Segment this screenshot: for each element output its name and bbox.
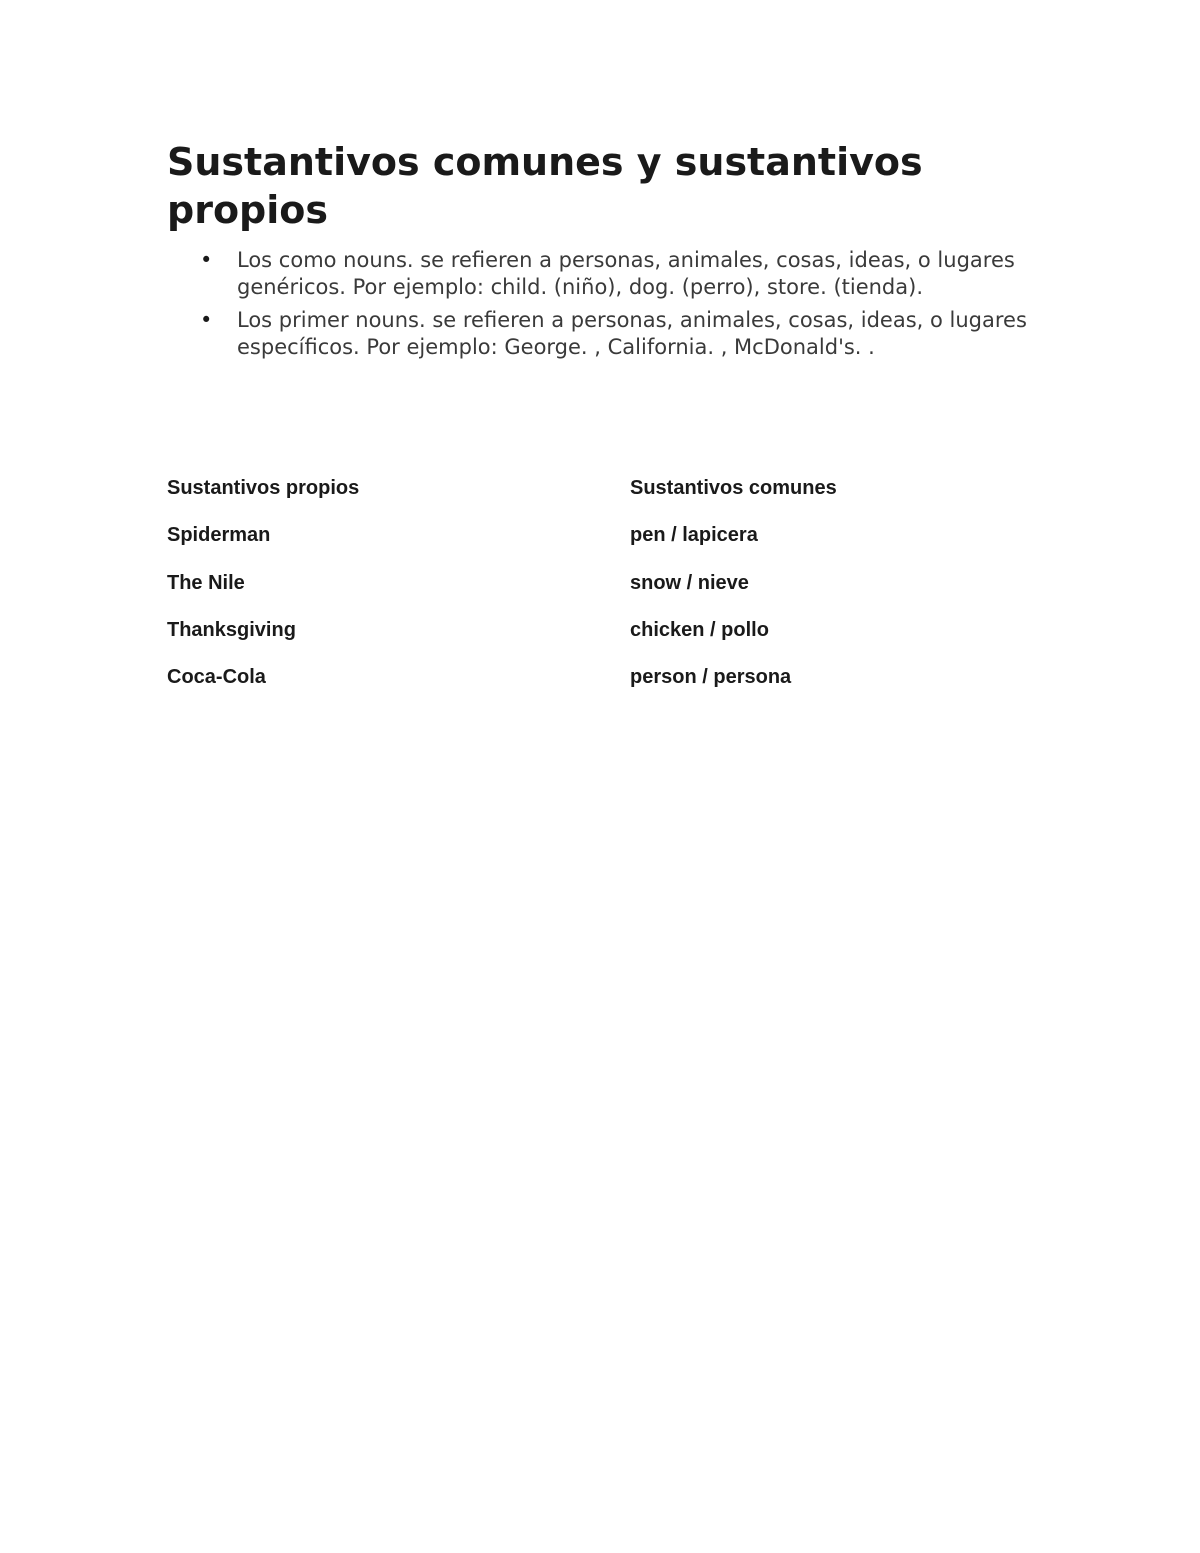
bullet-text: Los como nouns. se refieren a personas, animales, cosas, ideas, o lugares genéricos. Por ejemplo: child. (niño), dog. (perro), store. (tienda). <box>237 248 1015 299</box>
bullet-dot-icon: • <box>200 308 213 332</box>
table-row <box>167 521 1047 568</box>
common-noun-cell: pen / lapicera <box>630 524 758 547</box>
page-title: Sustantivos comunes y sustantivos propios <box>167 140 923 232</box>
bullet-item-common-nouns <box>167 247 1047 301</box>
common-noun-cell: chicken / pollo <box>630 618 769 641</box>
proper-noun-cell: The Nile <box>167 571 245 594</box>
table-row <box>167 569 1047 616</box>
proper-noun-cell: Spiderman <box>167 524 271 547</box>
table-header-row <box>167 474 1047 521</box>
nouns-table <box>167 474 1047 710</box>
common-noun-cell: person / persona <box>630 666 792 689</box>
common-noun-cell: snow / nieve <box>630 571 749 594</box>
table-row <box>167 616 1047 663</box>
proper-noun-cell: Coca-Cola <box>167 666 266 689</box>
table-row <box>167 663 1047 710</box>
bullet-dot-icon: • <box>200 248 213 272</box>
header-proper-nouns: Sustantivos propios <box>167 477 360 499</box>
bullet-text: Los primer nouns. se refieren a personas, animales, cosas, ideas, o lugares específicos. Por ejemplo: George. , California. , McDonald's. . <box>237 308 1027 359</box>
bullet-list <box>167 247 1047 367</box>
header-common-nouns: Sustantivos comunes <box>630 477 837 499</box>
proper-noun-cell: Thanksgiving <box>167 618 296 641</box>
bullet-item-proper-nouns <box>167 307 1047 361</box>
